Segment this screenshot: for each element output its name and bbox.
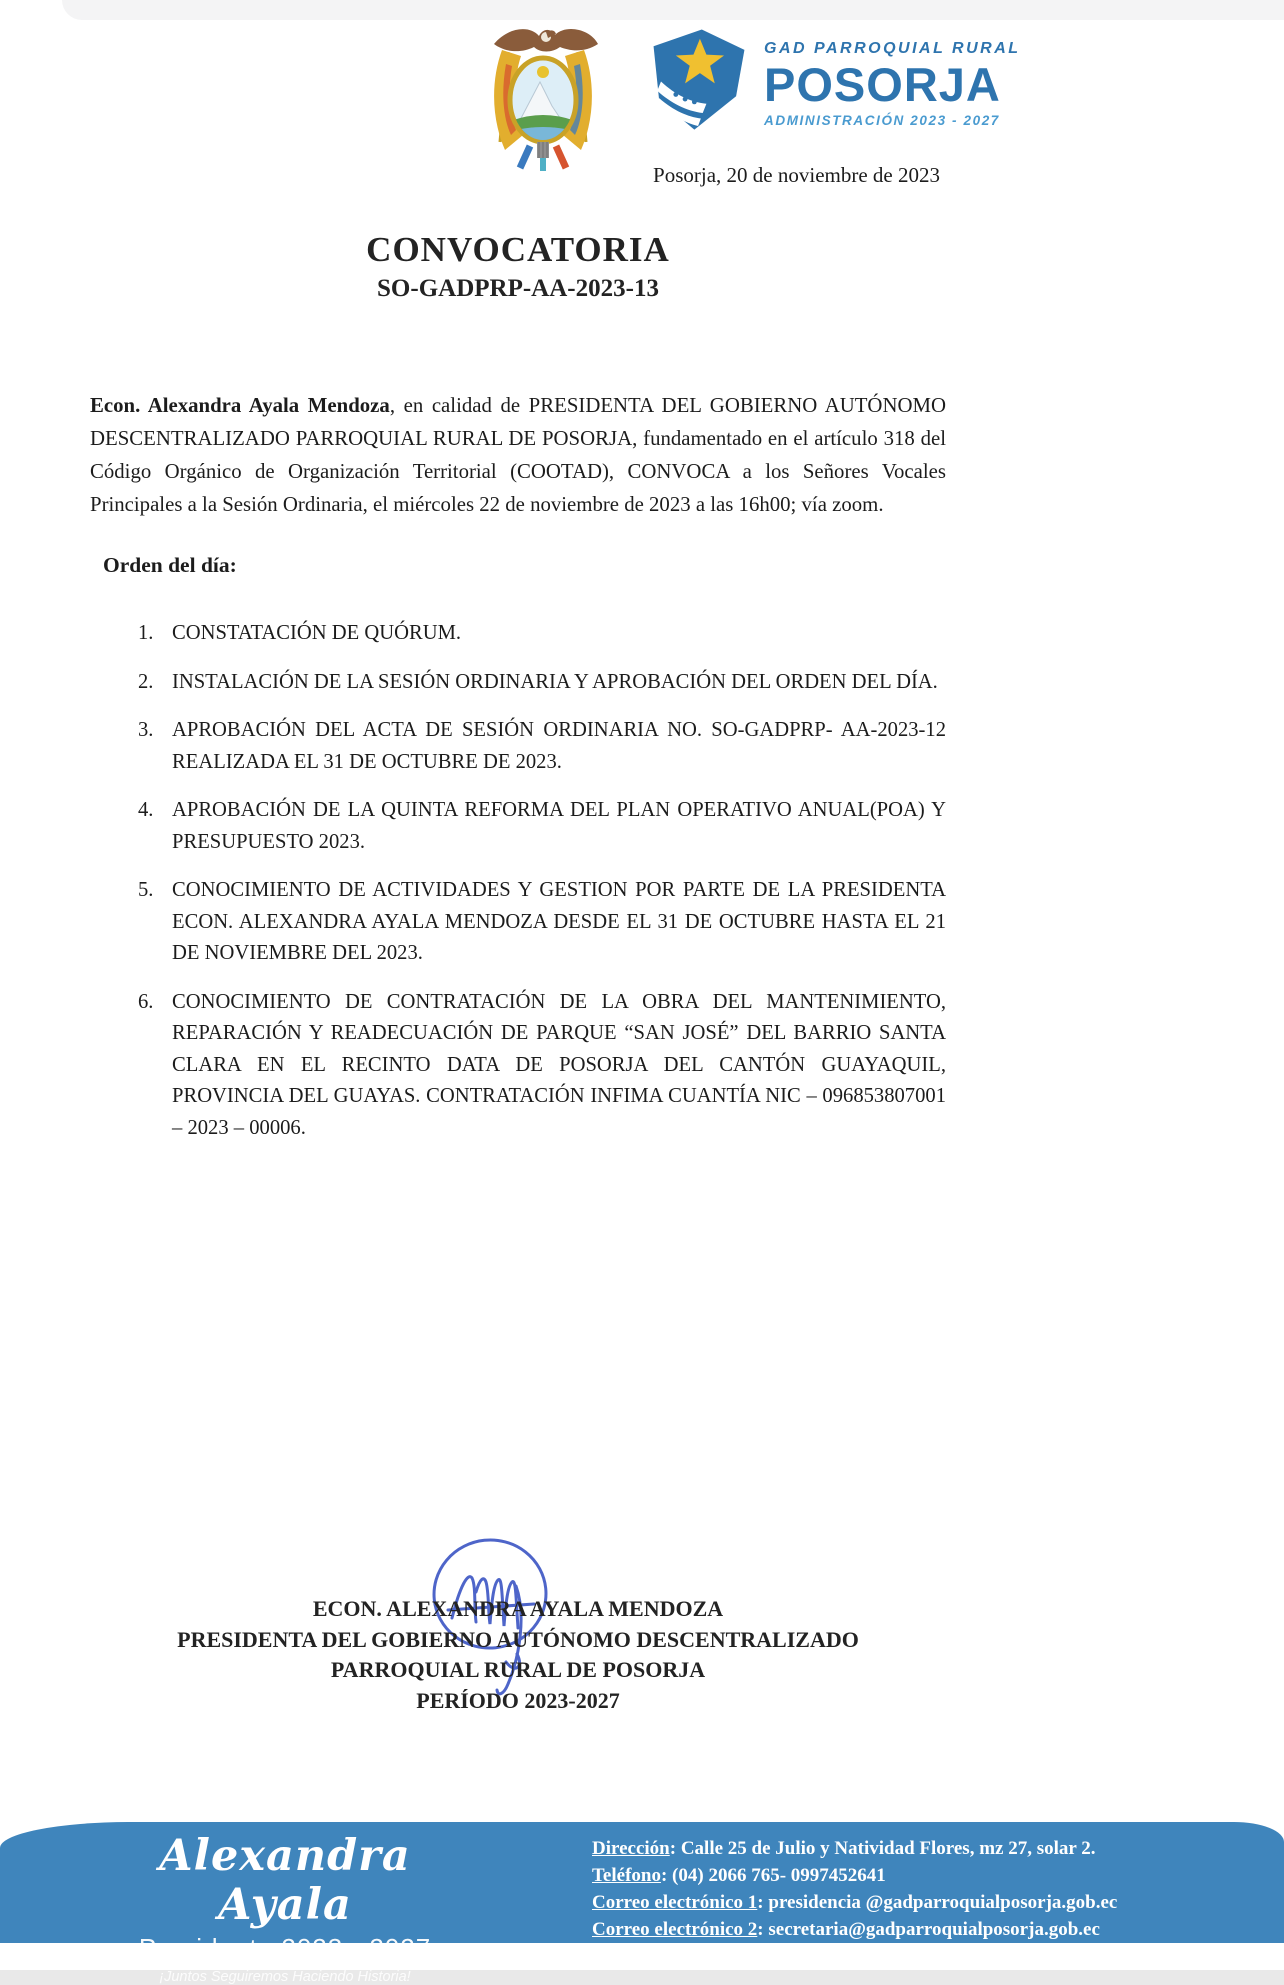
footer-email1-label: Correo electrónico 1 <box>592 1892 758 1913</box>
signatory-title-line1: PRESIDENTA DEL GOBIERNO AUTÓNOMO DESCENTRALIZADO <box>177 1626 859 1652</box>
intro-author-name: Econ. Alexandra Ayala Mendoza <box>90 393 390 417</box>
document-date: Posorja, 20 de noviembre de 2023 <box>653 163 940 187</box>
footer-location: Posorja - Ecuador <box>818 1946 966 1967</box>
agenda-item: APROBACIÓN DE LA QUINTA REFORMA DEL PLAN OPERATIVO ANUAL(POA) Y PRESUPUESTO 2023. <box>172 799 946 853</box>
posorja-logo <box>648 26 1021 136</box>
footer-phone-value: : (04) 2066 765- 0997452641 <box>660 1865 886 1886</box>
posorja-logo-text <box>764 26 1021 128</box>
agenda-list <box>138 618 946 1161</box>
footer-signature-name: Alexandra Ayala <box>159 1831 411 1931</box>
footer-address-label: Dirección <box>592 1838 670 1859</box>
footer-role: Presidenta 2023 - 2027 <box>138 1932 432 1963</box>
logo-administration-period: ADMINISTRACIÓN 2023 - 2027 <box>764 113 1000 129</box>
document-title: CONVOCATORIA <box>366 230 670 269</box>
posorja-shield-icon <box>648 26 750 136</box>
footer-email2-line <box>592 1916 1192 1943</box>
footer-slogan: ¡Juntos Seguiremos Haciendo Historia! <box>159 1969 411 1985</box>
footer-email2-value: : secretaria@gadparroquialposorja.gob.ec <box>757 1919 1100 1940</box>
agenda-item: CONOCIMIENTO DE ACTIVIDADES Y GESTION POR PARTE DE LA PRESIDENTA ECON. ALEXANDRA AYALA MENDOZA DESDE EL 31 DE OCTUBRE HASTA EL 21 DE NOVIEMBRE DEL 2023. <box>172 879 946 964</box>
footer-address-line <box>592 1835 1192 1862</box>
agenda-item: APROBACIÓN DEL ACTA DE SESIÓN ORDINARIA NO. SO-GADPRP- AA-2023-12 REALIZADA EL 31 DE OCTUBRE DE 2023. <box>172 719 946 773</box>
footer-phone-line <box>592 1862 1192 1889</box>
footer-contact-info <box>592 1835 1192 1970</box>
signatory-period: PERÍODO 2023-2027 <box>416 1687 620 1713</box>
footer-band <box>0 1822 1284 1985</box>
signatory-title-line2: PARROQUIAL RURAL DE POSORJA <box>330 1657 706 1682</box>
ecuador-coat-of-arms-icon <box>478 22 608 172</box>
agenda-item: CONSTATACIÓN DE QUÓRUM. <box>172 622 462 644</box>
intro-paragraph-text: , en calidad de PRESIDENTA DEL GOBIERNO AUTÓNOMO DESCENTRALIZADO PARROQUIAL RURAL DE POSORJA, fundamentado en el artículo 318 del Código Orgánico de Organización Territorial (COOTAD), CONVOCA a los Señores Vocales Principales a la Sesión Ordinaria, el miércoles 22 de noviembre de 2023 a las 16h00; vía zoom. <box>90 393 946 517</box>
intro-paragraph <box>90 389 946 522</box>
logo-org-name: POSORJA <box>764 58 1001 111</box>
footer-identity <box>95 1832 475 1985</box>
signature-block <box>90 1594 946 1716</box>
footer-address-value: : Calle 25 de Julio y Natividad Flores, mz 27, solar 2. <box>669 1838 1096 1859</box>
agenda-item: INSTALACIÓN DE LA SESIÓN ORDINARIA Y APROBACIÓN DEL ORDEN DEL DÍA. <box>172 670 938 693</box>
agenda-heading: Orden del día: <box>103 553 237 577</box>
footer-email1-line <box>592 1889 1192 1916</box>
signatory-name: ECON. ALEXANDRA AYALA MENDOZA <box>312 1596 724 1621</box>
title-block <box>90 230 946 303</box>
scan-edge-artifact <box>62 0 1284 20</box>
agenda-item: CONOCIMIENTO DE CONTRATACIÓN DE LA OBRA DEL MANTENIMIENTO, REPARACIÓN Y READECUACIÓN DE PARQUE “SAN JOSÉ” DEL BARRIO SANTA CLARA EN EL RECINTO DATA DE POSORJA DEL CANTÓN GUAYAQUIL, PROVINCIA DEL GUAYAS. CONTRATACIÓN INFIMA CUANTÍA NIC – 096853807001 – 2023 – 00006. <box>172 990 946 1139</box>
footer-email1-value: : presidencia @gadparroquialposorja.gob.ec <box>757 1892 1118 1913</box>
footer-phone-label: Teléfono <box>592 1865 661 1886</box>
document-code: SO-GADPRP-AA-2023-13 <box>377 275 659 302</box>
footer-email2-label: Correo electrónico 2 <box>592 1919 758 1940</box>
logo-org-type: GAD PARROQUIAL RURAL <box>764 40 1021 57</box>
